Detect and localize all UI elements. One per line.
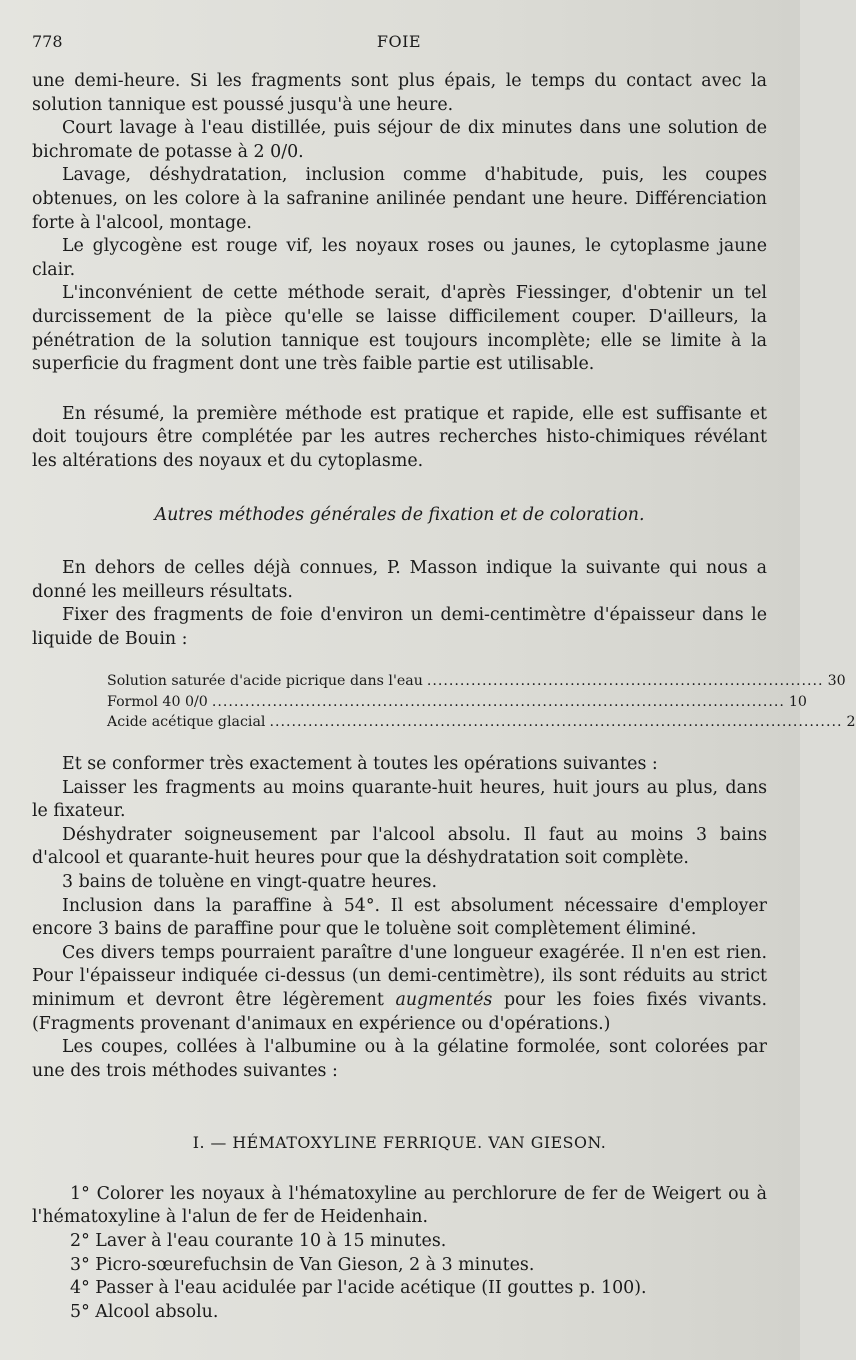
recipe-row xyxy=(107,712,856,733)
section-heading: Autres méthodes générales de fixation et de coloration. xyxy=(154,504,645,525)
dot-leader: ........................................................................................................ xyxy=(211,693,785,710)
step-item: 4° Passer à l'eau acidulée par l'acide acétique (II gouttes p. 100). xyxy=(70,1278,647,1299)
recipe-row xyxy=(107,671,846,692)
paragraph: En dehors de celles déjà connues, P. Masson indique la suivante qui nous a donné les meilleurs résultats. xyxy=(32,558,767,602)
running-title: FOIE xyxy=(376,32,422,51)
paragraph: Les coupes, collées à l'albumine ou à la gélatine formolée, sont colorées par une des trois méthodes suivantes : xyxy=(32,1037,767,1081)
ingredient-quantity: 30 xyxy=(827,673,846,690)
fixative-recipe xyxy=(107,671,856,733)
paragraph: Lavage, déshydratation, inclusion comme d'habitude, puis, les coupes obtenues, on les colore à la safranine anilinée pendant une heure. Différenciation forte à l'alcool, montage. xyxy=(32,165,767,233)
ingredient-quantity: 2 xyxy=(846,714,856,731)
text-run: Ces divers temps pourraient paraître d'une longueur exagérée. Il n'en est rien. Pour l'épaisseur indiquée ci-dessus (un demi-centimètre), ils sont réduits au strict minimum et devront être légèrement xyxy=(32,942,767,1010)
step-item: 1° Colorer les noyaux à l'hématoxyline au perchlorure de fer de Weigert ou à l'hématoxyline à l'alun de fer de Heidenhain. xyxy=(32,1183,767,1228)
paragraph: Court lavage à l'eau distillée, puis séjour de dix minutes dans une solution de bichromate de potasse à 2 0/0. xyxy=(32,118,767,162)
text-run: pour les foies fixés vivants. (Fragments provenant d'animaux en expérience ou d'opérations.) xyxy=(32,989,767,1034)
paragraph xyxy=(32,942,767,1036)
page-body xyxy=(32,70,856,1324)
page-header xyxy=(28,32,770,56)
ingredient-quantity: 10 xyxy=(788,693,807,710)
paragraph: Laisser les fragments au moins quarante-huit heures, huit jours au plus, dans le fixateur. xyxy=(32,777,767,822)
summary-paragraph: En résumé, la première méthode est pratique et rapide, elle est suffisante et doit toujours être complétée par les autres recherches histo-chimiques révélant les altérations des noyaux et du cytoplasme. xyxy=(32,403,767,471)
step-item: 5° Alcool absolu. xyxy=(70,1301,219,1322)
ingredient-name: Acide acétique glacial xyxy=(107,714,266,731)
paragraph: Inclusion dans la paraffine à 54°. Il est absolument nécessaire d'employer encore 3 bains de paraffine pour que le toluène soit complètement éliminé. xyxy=(32,895,767,940)
paragraph: Et se conformer très exactement à toutes les opérations suivantes : xyxy=(62,753,658,774)
step-item: 2° Laver à l'eau courante 10 à 15 minutes. xyxy=(70,1231,447,1252)
step-item: 3° Picro-sœurefuchsin de Van Gieson, 2 à 3 minutes. xyxy=(70,1254,535,1275)
paragraph: 3 bains de toluène en vingt-quatre heures. xyxy=(62,871,437,892)
procedure-steps xyxy=(32,1183,767,1325)
paragraph: une demi-heure. Si les fragments sont plus épais, le temps du contact avec la solution tannique est poussé jusqu'à une heure. xyxy=(32,71,767,115)
dot-leader: ........................................................................ xyxy=(426,673,824,690)
paragraph: L'inconvénient de cette méthode serait, d'après Fiessinger, d'obtenir un tel durcissement de la pièce qu'elle se laisse difficilement couper. D'ailleurs, la pénétration de la solution tannique est toujours incomplète; elle se limite à la superficie du fragment dont une très faible partie est utilisable. xyxy=(32,283,767,375)
dot-leader: ........................................................................................................ xyxy=(269,714,843,731)
paragraph: Le glycogène est rouge vif, les noyaux roses ou jaunes, le cytoplasme jaune clair. xyxy=(32,236,767,280)
ingredient-name: Formol 40 0/0 xyxy=(107,693,208,710)
page-number: 778 xyxy=(32,32,63,51)
section-title: I. — HÉMATOXYLINE FERRIQUE. VAN GIESON. xyxy=(192,1133,607,1153)
paragraph: Déshydrater soigneusement par l'alcool absolu. Il faut au moins 3 bains d'alcool et quarante-huit heures pour que la déshydratation soit complète. xyxy=(32,824,767,869)
paragraph: Fixer des fragments de foie d'environ un demi-centimètre d'épaisseur dans le liquide de Bouin : xyxy=(32,605,767,649)
emphasized-word: augmentés xyxy=(395,989,493,1010)
recipe-row xyxy=(107,692,807,713)
ingredient-name: Solution saturée d'acide picrique dans l'eau xyxy=(107,673,423,690)
